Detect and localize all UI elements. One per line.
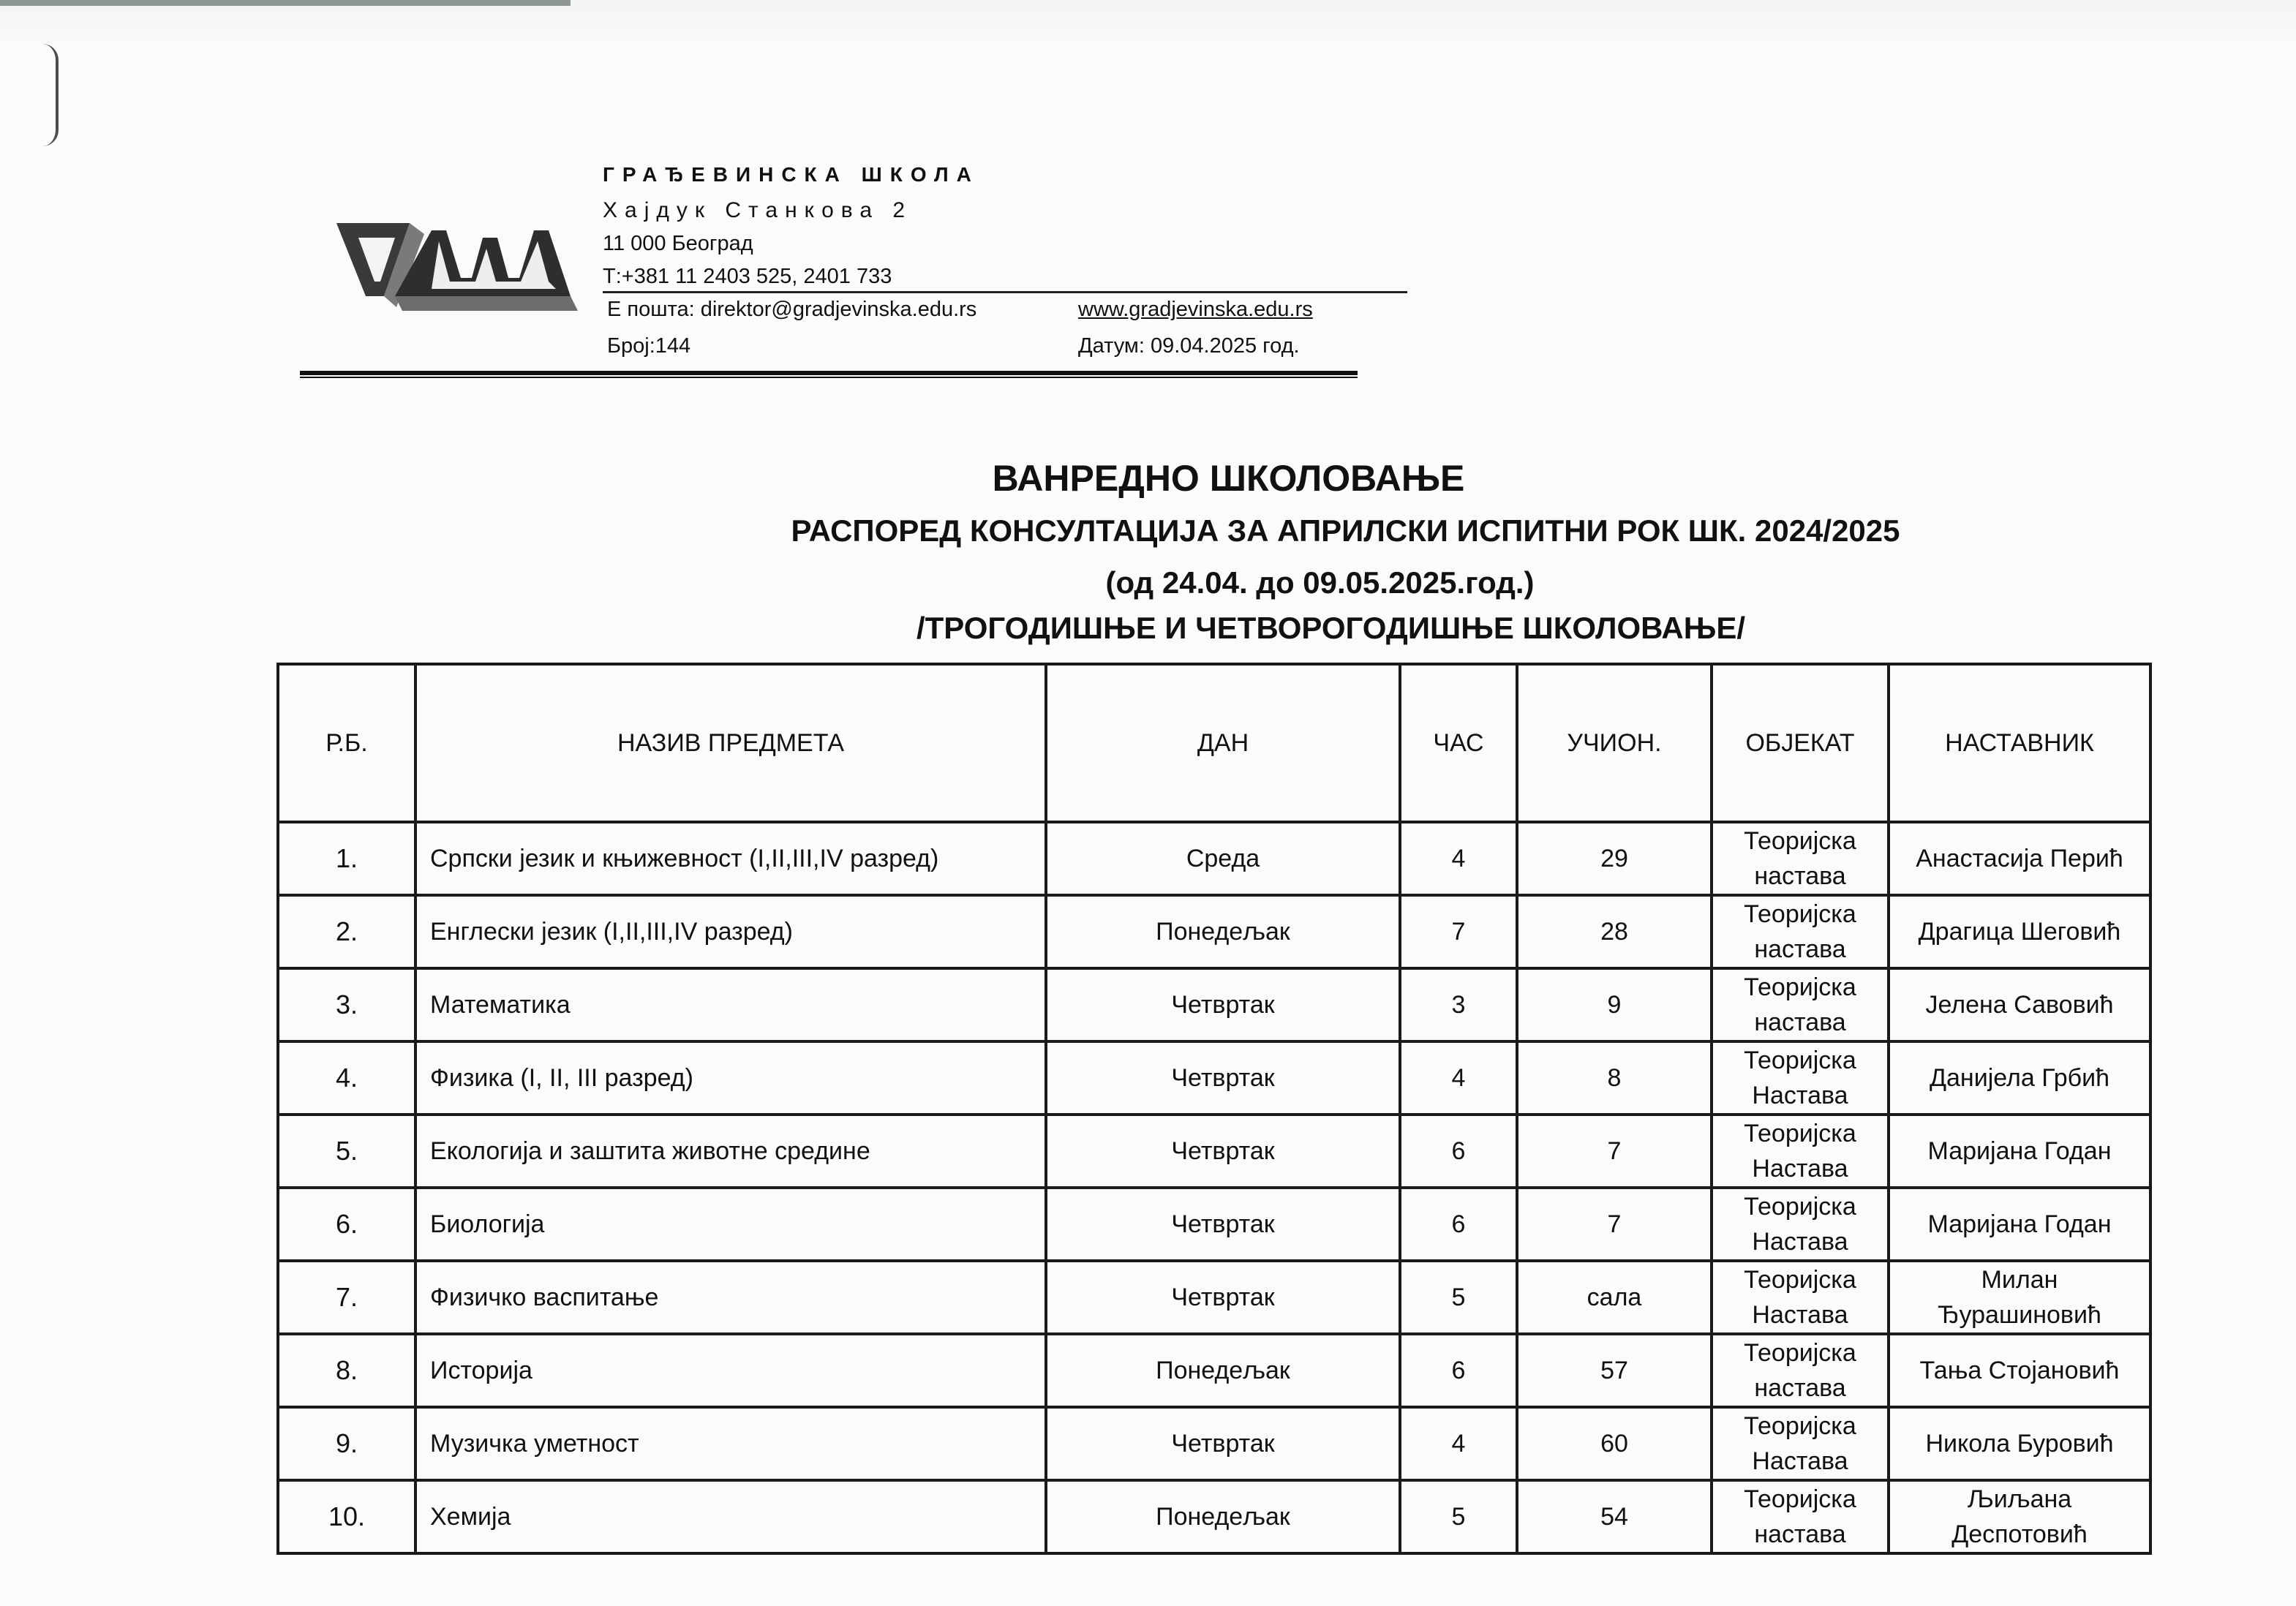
cell-rb: 4.: [278, 1041, 415, 1115]
cell-teacher: Никола Буровић: [1889, 1407, 2150, 1480]
cell-rb: 10.: [278, 1480, 415, 1553]
cell-object: Теоријска настава: [1712, 968, 1889, 1041]
table-row: [278, 1115, 2150, 1188]
cell-rb: 8.: [278, 1334, 415, 1407]
cell-teacher: Милан Ђурашиновић: [1889, 1261, 2150, 1334]
table-row: [278, 1480, 2150, 1553]
scan-smudge: [0, 0, 571, 6]
table-row: [278, 1407, 2150, 1480]
cell-subject: Енглески језик (I,II,III,IV разред): [415, 895, 1046, 968]
cell-hour: 3: [1400, 968, 1517, 1041]
cell-day: Четвртак: [1046, 1261, 1400, 1334]
consultation-schedule-table: [276, 663, 2152, 1555]
school-logo-icon: [329, 208, 578, 318]
cell-object: Теоријска настава: [1712, 1334, 1889, 1407]
cell-teacher: Драгица Шеговић: [1889, 895, 2150, 968]
cell-subject: Српски језик и књижевност (I,II,III,IV разред): [415, 822, 1046, 895]
header-subject: НАЗИВ ПРЕДМЕТА: [415, 664, 1046, 822]
cell-object: Теоријска Настава: [1712, 1188, 1889, 1261]
cell-subject: Биологија: [415, 1188, 1046, 1261]
cell-rb: 9.: [278, 1407, 415, 1480]
table-row: [278, 1334, 2150, 1407]
header-day: ДАН: [1046, 664, 1400, 822]
cell-teacher: Анастасија Перић: [1889, 822, 2150, 895]
header-room: УЧИОН.: [1517, 664, 1712, 822]
cell-hour: 7: [1400, 895, 1517, 968]
cell-hour: 4: [1400, 1041, 1517, 1115]
cell-day: Четвртак: [1046, 1041, 1400, 1115]
cell-room: 9: [1517, 968, 1712, 1041]
school-email: Е пошта: direktor@gradjevinska.edu.rs: [607, 298, 977, 321]
table-row: [278, 1188, 2150, 1261]
header-object: ОБЈЕКАТ: [1712, 664, 1889, 822]
header-teacher: НАСТАВНИК: [1889, 664, 2150, 822]
cell-subject: Екологија и заштита животне средине: [415, 1115, 1046, 1188]
cell-teacher: Јелена Савовић: [1889, 968, 2150, 1041]
school-name: ГРАЂЕВИНСКА ШКОЛА: [603, 163, 979, 186]
header-hour: ЧАС: [1400, 664, 1517, 822]
cell-rb: 6.: [278, 1188, 415, 1261]
binder-mark: [42, 44, 59, 146]
school-city: 11 000 Београд: [603, 232, 753, 255]
cell-object: Теоријска Настава: [1712, 1115, 1889, 1188]
cell-hour: 6: [1400, 1188, 1517, 1261]
cell-hour: 4: [1400, 822, 1517, 895]
cell-day: Понедељак: [1046, 895, 1400, 968]
header-rb: Р.Б.: [278, 664, 415, 822]
cell-object: Теоријска настава: [1712, 895, 1889, 968]
cell-teacher: Данијела Грбић: [1889, 1041, 2150, 1115]
document-number: Број:144: [607, 334, 691, 358]
cell-day: Понедељак: [1046, 1480, 1400, 1553]
cell-object: Теоријска Настава: [1712, 1041, 1889, 1115]
cell-hour: 4: [1400, 1407, 1517, 1480]
cell-day: Четвртак: [1046, 1407, 1400, 1480]
cell-rb: 5.: [278, 1115, 415, 1188]
cell-object: Теоријска Настава: [1712, 1261, 1889, 1334]
cell-rb: 1.: [278, 822, 415, 895]
subtitle: РАСПОРЕД КОНСУЛТАЦИЈА ЗА АПРИЛСКИ ИСПИТНИ РОК ШК. 2024/2025: [791, 513, 1900, 548]
table-row: [278, 1261, 2150, 1334]
cell-teacher: Маријана Годан: [1889, 1115, 2150, 1188]
table-row: [278, 822, 2150, 895]
school-phone: Т:+381 11 2403 525, 2401 733: [603, 265, 892, 288]
cell-room: 29: [1517, 822, 1712, 895]
cell-day: Четвртак: [1046, 1115, 1400, 1188]
table-row: [278, 1041, 2150, 1115]
cell-rb: 3.: [278, 968, 415, 1041]
cell-rb: 2.: [278, 895, 415, 968]
table-row: [278, 968, 2150, 1041]
cell-day: Понедељак: [1046, 1334, 1400, 1407]
cell-teacher: Тања Стојановић: [1889, 1334, 2150, 1407]
cell-day: Четвртак: [1046, 968, 1400, 1041]
letterhead-rule-thin: [603, 291, 1407, 293]
period: (од 24.04. до 09.05.2025.год.): [1105, 565, 1535, 600]
school-street: Хајдук Станкова 2: [603, 198, 913, 222]
letterhead: [300, 150, 1412, 391]
main-title: ВАНРЕДНО ШКОЛОВАЊЕ: [992, 458, 1465, 499]
cell-object: Теоријска настава: [1712, 1480, 1889, 1553]
cell-room: 57: [1517, 1334, 1712, 1407]
school-website-link[interactable]: www.gradjevinska.edu.rs: [1078, 298, 1313, 321]
cell-hour: 6: [1400, 1334, 1517, 1407]
cell-subject: Физичко васпитање: [415, 1261, 1046, 1334]
cell-day: Четвртак: [1046, 1188, 1400, 1261]
cell-subject: Физика (I, II, III разред): [415, 1041, 1046, 1115]
cell-subject: Хемија: [415, 1480, 1046, 1553]
cell-object: Теоријска Настава: [1712, 1407, 1889, 1480]
letterhead-rule-thick: [300, 371, 1358, 378]
cell-object: Теоријска настава: [1712, 822, 1889, 895]
cell-room: 54: [1517, 1480, 1712, 1553]
cell-room: 60: [1517, 1407, 1712, 1480]
cell-room: 7: [1517, 1188, 1712, 1261]
cell-teacher: Љиљана Деспотовић: [1889, 1480, 2150, 1553]
cell-rb: 7.: [278, 1261, 415, 1334]
cell-hour: 5: [1400, 1480, 1517, 1553]
cell-subject: Музичка уметност: [415, 1407, 1046, 1480]
cell-room: 28: [1517, 895, 1712, 968]
cell-day: Среда: [1046, 822, 1400, 895]
cell-hour: 5: [1400, 1261, 1517, 1334]
cell-subject: Историја: [415, 1334, 1046, 1407]
cell-room: 8: [1517, 1041, 1712, 1115]
cell-hour: 6: [1400, 1115, 1517, 1188]
table-header-row: [278, 664, 2150, 822]
cell-teacher: Маријана Годан: [1889, 1188, 2150, 1261]
cell-subject: Математика: [415, 968, 1046, 1041]
table-row: [278, 895, 2150, 968]
document-date: Датум: 09.04.2025 год.: [1078, 334, 1300, 358]
cell-room: сала: [1517, 1261, 1712, 1334]
schooling-type: /ТРОГОДИШЊЕ И ЧЕТВОРОГОДИШЊЕ ШКОЛОВАЊЕ/: [916, 611, 1746, 645]
cell-room: 7: [1517, 1115, 1712, 1188]
